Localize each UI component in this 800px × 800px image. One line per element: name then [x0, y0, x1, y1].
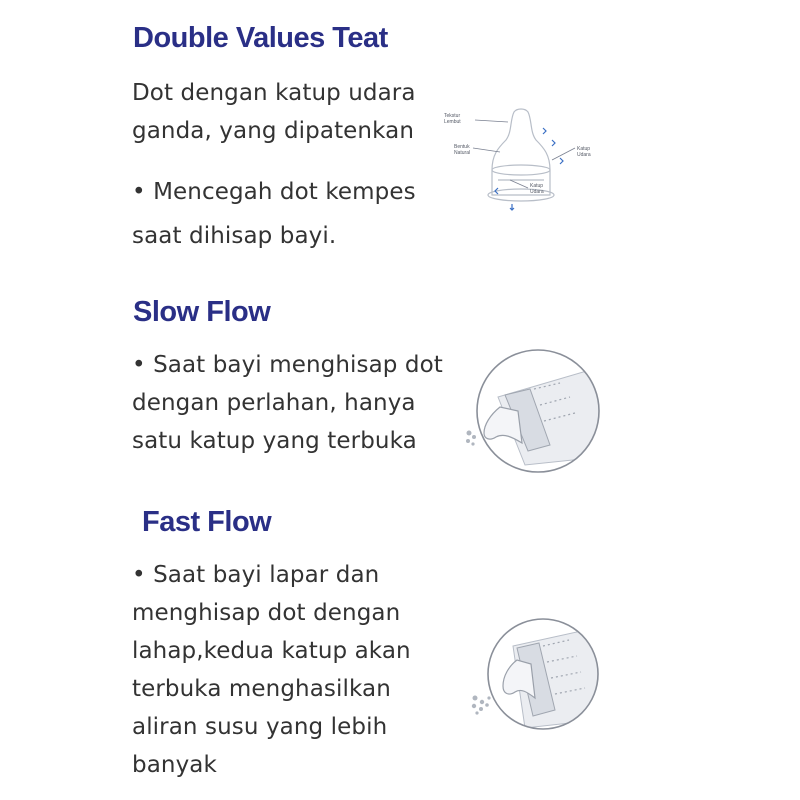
label-udara-right: Udara: [577, 152, 591, 158]
label-katup-right: Katup: [577, 146, 591, 152]
text-line: • Mencegah dot kempes: [132, 179, 416, 205]
fast-flow-illustration: [465, 618, 605, 733]
intro-paragraph: [132, 74, 416, 150]
text-line: menghisap dot dengan: [132, 600, 401, 626]
bullet-slow-flow: [132, 346, 443, 460]
text-line: • Saat bayi lapar dan: [132, 562, 380, 588]
heading-double-values-teat: Double Values Teat: [133, 22, 388, 54]
text-line: satu katup yang terbuka: [132, 428, 417, 454]
label-udara-bottom: Udara: [530, 189, 544, 195]
text-line: aliran susu yang lebih: [132, 714, 388, 740]
text-line: ganda, yang dipatenkan: [132, 118, 414, 144]
label-lembut: Lembut: [444, 119, 461, 125]
heading-slow-flow: Slow Flow: [133, 296, 271, 328]
text-line: Dot dengan katup udara: [132, 80, 416, 106]
heading-fast-flow: Fast Flow: [142, 506, 272, 538]
text-line: dengan perlahan, hanya: [132, 390, 416, 416]
slow-flow-illustration: [460, 345, 610, 480]
label-natural: Natural: [454, 150, 471, 156]
text-line: lahap,kedua katup akan: [132, 638, 411, 664]
label-katup-bottom: Katup: [530, 183, 544, 189]
label-bentuk: Bentuk: [454, 144, 470, 150]
bullet-fast-flow: [132, 556, 411, 784]
text-line: banyak: [132, 752, 217, 778]
label-tekstur: Tekstur: [444, 113, 461, 119]
teat-diagram-illustration: [440, 100, 600, 215]
text-line: saat dihisap bayi.: [132, 223, 337, 249]
bullet-prevent-collapse: [132, 170, 416, 258]
text-line: • Saat bayi menghisap dot: [132, 352, 443, 378]
text-line: terbuka menghasilkan: [132, 676, 391, 702]
